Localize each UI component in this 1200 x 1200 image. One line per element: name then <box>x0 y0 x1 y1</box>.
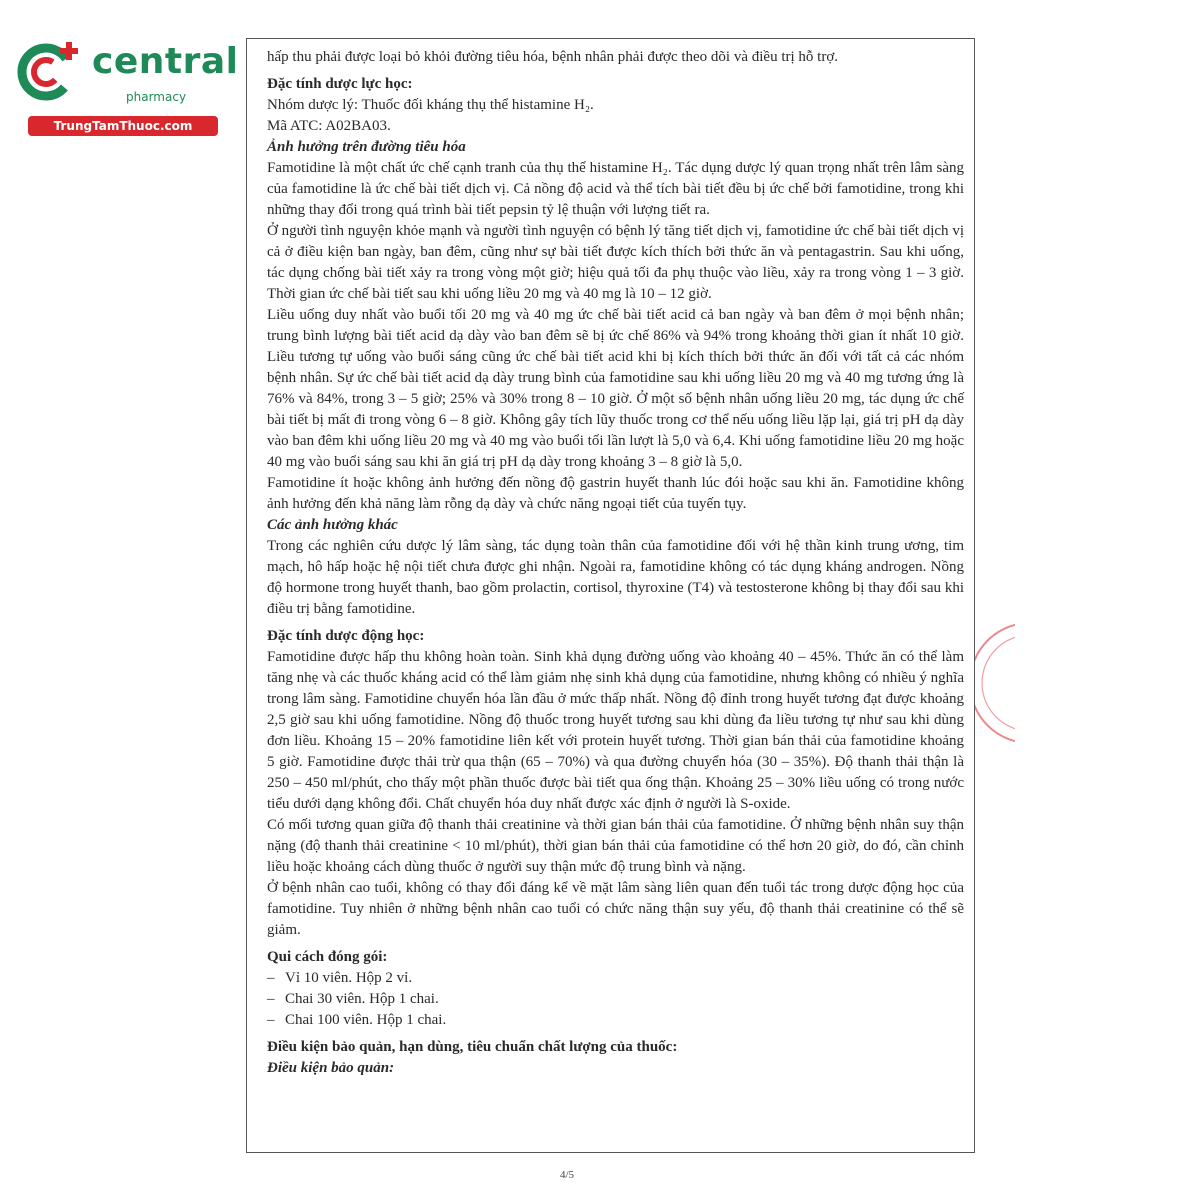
atc-code: Mã ATC: A02BA03. <box>267 118 391 134</box>
pharmacologic-group: Nhóm dược lý: Thuốc đối kháng thụ thể histamine H₂. <box>267 97 594 113</box>
logo-subtitle: pharmacy <box>126 90 187 104</box>
stamp-mark <box>975 608 1015 758</box>
gi-effects-heading: Ảnh hưởng trên đường tiêu hóa <box>267 139 466 155</box>
pharmacokinetics-heading: Đặc tính dược động học: <box>267 628 425 644</box>
gi-paragraph-2: Ở người tình nguyện khỏe mạnh và người tình nguyện có bệnh lý tăng tiết dịch vị, famotidine ức chế bài tiết dịch vị cả ở điều kiện ban ngày, ban đêm, cũng như sự bài tiết được kích thích bởi thức ăn và pentagastrin. Sau khi uống, tác dụng chống bài tiết xảy ra trong vòng một giờ; hiệu quả tối đa phụ thuộc vào liều, xảy ra trong vòng 1 – 3 giờ. Thời gian ức chế bài tiết sau khi uống liều 20 mg và 40 mg là 10 – 12 giờ. <box>267 223 964 302</box>
packaging-list <box>267 968 964 1031</box>
page-number: 4/5 <box>560 1169 575 1181</box>
gi-paragraph-1: Famotidine là một chất ức chế cạnh tranh của thụ thể histamine H₂. Tác dụng dược lý quan trọng nhất trên lâm sàng của famotidine là ức chế bài tiết dịch vị. Cả nồng độ acid và thể tích bài tiết đều bị ức chế bởi famotidine, trong khi những thay đổi trong quá trình bài tiết pepsin tỷ lệ thuận với lượng tiết ra. <box>267 160 964 218</box>
logo-mark-icon <box>10 34 90 114</box>
packaging-heading: Qui cách đóng gói: <box>267 949 388 965</box>
other-effects-paragraph: Trong các nghiên cứu dược lý lâm sàng, tác dụng toàn thân của famotidine đối với hệ thần kinh trung ương, tim mạch, hô hấp hoặc hệ nội tiết chưa được ghi nhận. Ngoài ra, famotidine không có tác dụng kháng androgen. Nồng độ hormone trong huyết thanh, bao gồm prolactin, cortisol, thyroxine (T4) và testosterone không bị thay đổi sau khi điều trị bằng famotidine. <box>267 538 964 617</box>
list-item: – Chai 100 viên. Hộp 1 chai. <box>267 1012 447 1028</box>
pk-paragraph-1: Famotidine được hấp thu không hoàn toàn. Sinh khả dụng đường uống vào khoảng 40 – 45%. Thức ăn có thể làm tăng nhẹ và các thuốc kháng acid có thể làm giảm nhẹ sinh khả dụng của famotidine, nhưng không có nhiều ý nghĩa trong lâm sàng. Famotidine chuyển hóa lần đầu ở mức thấp nhất. Nồng độ đỉnh trong huyết tương đạt được khoảng 2,5 giờ sau khi uống famotidine. Nồng độ thuốc trong huyết tương sau khi dùng đa liều tương tự như sau khi dùng đơn liều. Khoảng 15 – 20% famotidine liên kết với protein huyết tương. Thời gian bán thải của famotidine khoảng 5 giờ. Famotidine được thải trừ qua thận (65 – 70%) và qua đường chuyển hóa (30 – 35%). Độ thanh thải thận là 250 – 450 ml/phút, cho thấy một phần thuốc được bài tiết qua ống thận. Khoảng 25 – 30% liều uống có trong nước tiểu dưới dạng không đổi. Chất chuyển hóa duy nhất được xác định ở người là S-oxide. <box>267 649 964 812</box>
pk-paragraph-2: Có mối tương quan giữa độ thanh thải creatinine và thời gian bán thải của famotidine. Ở những bệnh nhân suy thận nặng (độ thanh thải creatinine < 10 ml/phút), thời gian bán thải của famotidine có thể hơn 20 giờ, do đó, cần chỉnh liều hoặc khoảng cách dùng thuốc ở người suy thận mức độ trung bình và nặng. <box>267 817 964 875</box>
logo-brand: central <box>92 41 239 82</box>
storage-subheading: Điều kiện bảo quản: <box>267 1060 395 1076</box>
pk-paragraph-3: Ở bệnh nhân cao tuổi, không có thay đổi đáng kể về mặt lâm sàng liên quan đến tuổi tác trong dược động học của famotidine. Tuy nhiên ở những bệnh nhân cao tuổi có chức năng thận suy yếu, độ thanh thải creatinine có thể sẽ giảm. <box>267 880 964 938</box>
document-page <box>246 38 975 1153</box>
storage-heading: Điều kiện bảo quản, hạn dùng, tiêu chuẩn chất lượng của thuốc: <box>267 1039 678 1055</box>
logo-website: TrungTamThuoc.com <box>28 116 218 136</box>
list-item: – Chai 30 viên. Hộp 1 chai. <box>267 991 439 1007</box>
central-pharmacy-logo <box>10 34 239 139</box>
gi-paragraph-4: Famotidine ít hoặc không ảnh hưởng đến nồng độ gastrin huyết thanh lúc đói hoặc sau khi ăn. Famotidine không ảnh hưởng đến khả năng làm rỗng dạ dày và chức năng ngoại tiết của tuyến tụy. <box>267 475 964 512</box>
intro-paragraph: hấp thu phải được loại bỏ khỏi đường tiêu hóa, bệnh nhân phải được theo dõi và điều trị hỗ trợ. <box>267 49 839 65</box>
other-effects-heading: Các ảnh hưởng khác <box>267 517 398 533</box>
pharmacodynamics-heading: Đặc tính dược lực học: <box>267 76 413 92</box>
list-item: – Vỉ 10 viên. Hộp 2 vỉ. <box>267 970 413 986</box>
gi-paragraph-3: Liều uống duy nhất vào buổi tối 20 mg và 40 mg ức chế bài tiết acid cả ban ngày và ban đêm ở mọi bệnh nhân; trung bình lượng bài tiết acid dạ dày vào ban đêm sẽ bị ức chế 86% và 94% trong khoảng thời gian ít nhất 10 giờ. Liều tương tự uống vào buổi sáng cũng ức chế bài tiết acid khi bị kích thích bởi thức ăn đối với tất cả các nhóm bệnh nhân. Sự ức chế bài tiết acid dạ dày trung bình của famotidine sau khi uống liều 20 mg và 40 mg tương ứng là 76% và 84%, trong 3 – 5 giờ; 25% và 30% trong 8 – 10 giờ. Ở một số bệnh nhân uống liều 20 mg, tác dụng ức chế bài tiết bị mất đi trong vòng 6 – 8 giờ. Không gây tích lũy thuốc trong cơ thể nếu uống liều lặp lại, giá trị pH dạ dày vào ban đêm khi uống liều 20 mg và 40 mg vào buổi tối lần lượt là 5,0 và 6,4. Khi uống famotidine liều 20 mg hoặc 40 mg vào buổi sáng sau khi ăn giá trị pH dạ dày trong khoảng 3 – 8 giờ là 5,0. <box>267 307 964 470</box>
